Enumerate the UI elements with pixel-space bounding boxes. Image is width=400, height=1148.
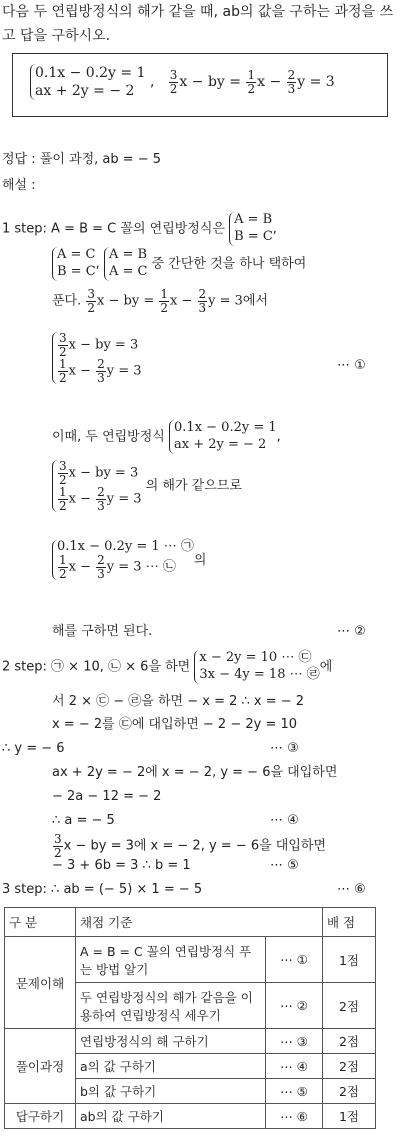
step1-options: A = C B = C , A = B A = C 중 간단한 것을 하나 택하여	[52, 247, 306, 281]
step2-line-a: 서 2 × ㉢ − ㉣을 하면 − x = 2 ∴ x = − 2	[52, 694, 305, 709]
cell-criterion: 두 연립방정식의 해가 같음을 이용하여 연립방정식 세우기	[76, 983, 266, 1029]
step1-line: 1 step: A = B = C 꼴의 연립방정식은 A = B B = C ,	[2, 212, 277, 244]
question-part-a: x − by =	[179, 74, 241, 91]
step2-line-h: − 3 + 6b = 3 ∴ b = 1	[52, 858, 191, 873]
mark-6: ⋯ ⑥	[337, 882, 366, 897]
step1-system: A = B B = C	[229, 212, 273, 246]
question-line-1: 다음 두 연립방정식의 해가 같을 때, ab의 값을 구하는 과정을 쓰	[2, 4, 393, 20]
step2-line: 2 step: ㉠ × 10, ㉡ × 6을 하면 x − 2y = 10 ⋯ ㉢ 3x − 4y = 18 ⋯ ㉣ 에	[2, 650, 333, 682]
cell-score: 2점	[323, 983, 376, 1029]
solve-line: 푼다. $\frac{3}{2}$ x − by = $\frac{1}{2}$ x − $\frac{2}{3}$ y = 3에서	[52, 287, 269, 315]
same-solution-line: $\frac{3}{2}$ x − by = 3 $\frac{1}{2}$ x − $\frac{2}{3}$ y = 3 의 해가 같으므로	[52, 460, 242, 512]
cell-mark: ⋯ ①	[266, 937, 323, 983]
cell-score: 1점	[323, 937, 376, 983]
step2-line-e: − 2a − 12 = − 2	[52, 789, 162, 804]
header-criterion: 채점 기준	[76, 908, 323, 937]
question-sys-eq1: 0.1x − 0.2y = 1	[35, 65, 146, 81]
table-row	[5, 1104, 376, 1129]
cell-criterion: a의 값 구하기	[76, 1054, 266, 1079]
step2-line-c: ∴ y = − 6	[2, 741, 65, 756]
then-line: 이때, 두 연립방정식 0.1x − 0.2y = 1 ax + 2y = − 2 ,	[52, 420, 281, 452]
circ-system-line: 0.1x − 0.2y = 1 ⋯ ㉠ $\frac{1}{2}$ x − $\frac{2}{3}$ y = 3 ⋯ ㉡ 의	[52, 540, 206, 580]
cell-score: 2점	[323, 1079, 376, 1104]
question-part-c: y = 3	[297, 74, 335, 91]
mark-3: ⋯ ③	[270, 741, 299, 756]
mark-1: ⋯ ①	[337, 358, 366, 373]
step2-line-g: $\frac{3}{2}$ x − by = 3에 x = − 2, y = − 6을 대입하면	[54, 832, 327, 860]
mark-5: ⋯ ⑤	[270, 858, 299, 873]
cell-mark: ⋯ ⑤	[266, 1079, 323, 1104]
answer-label: 정답 : 풀이 과정, ab = − 5	[2, 152, 162, 167]
cell-mark: ⋯ ⑥	[266, 1104, 323, 1129]
cell-score: 1점	[323, 1104, 376, 1129]
cell-criterion: A = B = C 꼴의 연립방정식 푸는 방법 알기	[76, 937, 266, 983]
find-line: 해를 구하면 된다.	[52, 624, 153, 639]
question-equations	[30, 64, 335, 100]
step3-line: 3 step: ∴ ab = (− 5) × 1 = − 5	[2, 882, 203, 897]
step1-label: 1 step:	[2, 221, 47, 237]
cell-criterion: ab의 값 구하기	[76, 1104, 266, 1129]
cell-category: 풀이과정	[5, 1029, 76, 1104]
cell-criterion: b의 값 구하기	[76, 1079, 266, 1104]
scoring-table	[4, 907, 376, 1129]
question-frac-1-2: $\frac{1}{2}$	[247, 68, 256, 96]
question-frac-3-2: $\frac{3}{2}$	[169, 68, 178, 96]
header-category: 구 분	[5, 908, 76, 937]
cell-mark: ⋯ ④	[266, 1054, 323, 1079]
cell-criterion: 연립방정식의 해 구하기	[76, 1029, 266, 1054]
question-sys-eq2: ax + 2y = − 2	[35, 83, 135, 100]
cell-mark: ⋯ ③	[266, 1029, 323, 1054]
step2-line-f: ∴ a = − 5	[52, 813, 115, 828]
question-line-2: 고 답을 구하시오.	[2, 28, 111, 44]
question-system	[30, 64, 146, 100]
cell-category: 답구하기	[5, 1104, 76, 1129]
table-row	[5, 937, 376, 983]
question-sep: ,	[149, 74, 155, 91]
option-2: A = B A = C	[104, 247, 148, 281]
table-header-row	[5, 908, 376, 937]
question-frac-2-3: $\frac{2}{3}$	[287, 68, 296, 96]
option-1: A = C B = C	[52, 247, 96, 281]
table-row	[5, 1029, 376, 1054]
step2-line-d: ax + 2y = − 2에 x = − 2, y = − 6을 대입하면	[52, 765, 338, 780]
question-part-b: x −	[257, 74, 282, 91]
mark-2: ⋯ ②	[337, 624, 366, 639]
explain-label: 해설 :	[2, 178, 36, 193]
cell-score: 2점	[323, 1029, 376, 1054]
cell-mark: ⋯ ②	[266, 983, 323, 1029]
step1-text: A = B = C 꼴의 연립방정식은	[51, 221, 225, 237]
step2-line-b: x = − 2를 ㉢에 대입하면 − 2 − 2y = 10	[52, 717, 298, 732]
cell-category: 문제이해	[5, 937, 76, 1029]
header-score: 배 점	[323, 908, 376, 937]
step1-system-eq: $\frac{3}{2}$ x − by = 3 $\frac{1}{2}$ x − $\frac{2}{3}$ y = 3	[52, 332, 142, 384]
cell-score: 2점	[323, 1054, 376, 1079]
choose-text: 중 간단한 것을 하나 택하여	[151, 256, 307, 272]
mark-4: ⋯ ④	[270, 813, 299, 828]
